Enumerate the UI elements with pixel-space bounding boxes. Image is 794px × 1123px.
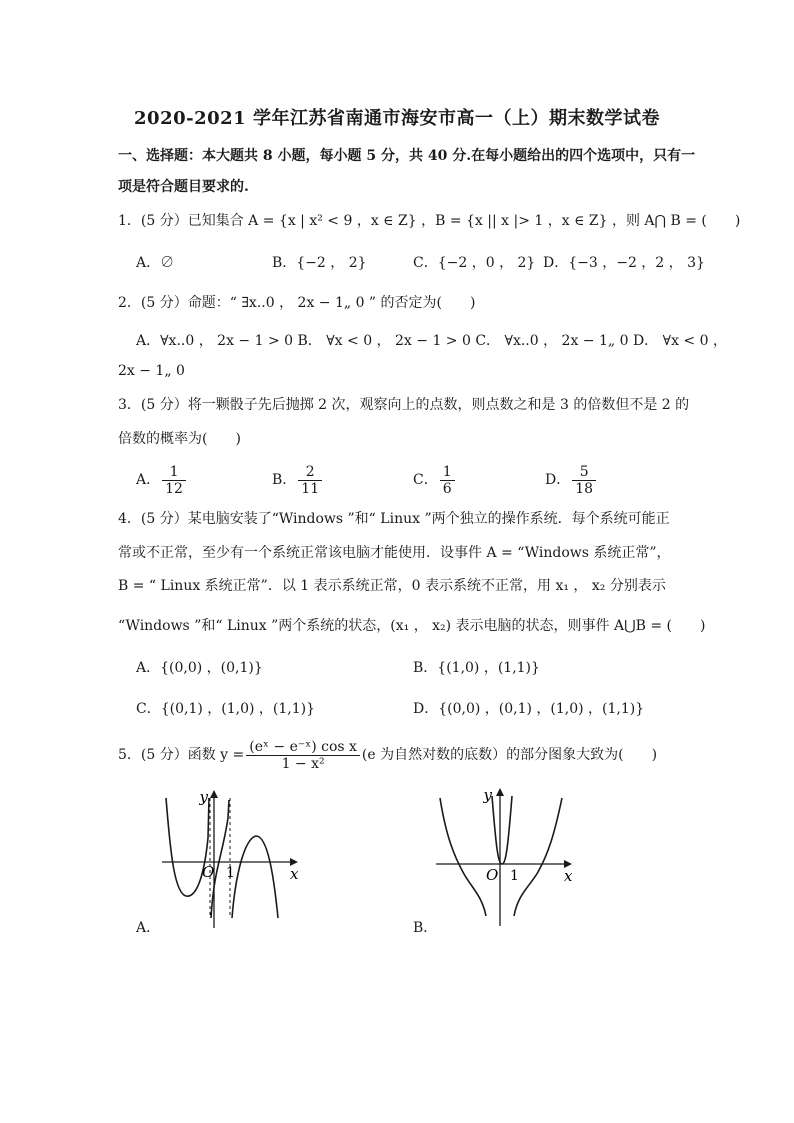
q4-option-b: B．{(1,0) ，(1,1)}	[413, 660, 540, 676]
q4-stem-line2: 常或不正常，至少有一个系统正常该电脑才能使用．设事件 A = “Windows 系统正常”，	[118, 545, 671, 561]
graph-b-origin: O	[486, 866, 499, 884]
graph-a-origin: O	[202, 863, 215, 881]
graph-b-x-label: x	[564, 867, 573, 885]
q1-option-d: D．{−3 ，−2 ，2 ， 3}	[543, 255, 705, 271]
q5-graph-a	[156, 778, 306, 930]
q3-stem-line2: 倍数的概率为( )	[118, 431, 241, 447]
section-instructions-line1: 一、选择题：本大题共 8 小题，每小题 5 分，共 40 分.在每小题给出的四个选项中，只有一	[118, 148, 696, 164]
q2-stem: 2．(5 分）命题：“ ∃x..0 ， 2x − 1„ 0 ” 的否定为( )	[118, 295, 476, 311]
q4-option-c: C．{(0,1) ，(1,0) ，(1,1)}	[136, 701, 315, 717]
q1-option-b: B．{−2 ， 2}	[272, 255, 367, 271]
section-instructions-line2: 项是符合题目要求的.	[118, 179, 249, 195]
q5-graph-b	[430, 776, 580, 928]
q4-option-d: D．{(0,0) ，(0,1) ，(1,0) ，(1,1)}	[413, 701, 645, 717]
q1-stem: 1．(5 分）已知集合 A = {x | x² < 9 ，x ∈ Z} ，B = {x || x |> 1 ，x ∈ Z} ，则 A⋂ B = ( )	[118, 213, 741, 229]
graph-a-curve-left	[166, 798, 209, 896]
q5-stem: 5．(5 分）函数 y = $\frac{\text{(eˣ − e⁻ˣ) cos x}}{\text{1 − x²}}$ (e 为自然对数的底数）的部分图象大致为( )	[118, 738, 658, 772]
q2-options-line: A．∀x..0 ， 2x − 1 > 0 B． ∀x < 0 ， 2x − 1 > 0 C． ∀x..0 ， 2x − 1„ 0 D． ∀x < 0 ，	[136, 333, 727, 349]
q3-option-a: A． $\frac{1}{12}$	[136, 463, 188, 497]
q3-option-d: D． $\frac{5}{18}$	[545, 463, 598, 497]
q4-stem-line1: 4．(5 分）某电脑安装了“Windows ”和“ Linux ”两个独立的操作系统．每个系统可能正	[118, 511, 670, 527]
q5-option-b-label: B．	[413, 920, 438, 936]
q3-option-a-fraction: $\frac{1}{12}$	[162, 464, 186, 497]
q5-option-a-label: A．	[136, 920, 161, 936]
graph-a-curve-right	[232, 836, 278, 918]
q3-option-b: B． $\frac{2}{11}$	[272, 463, 324, 497]
q5-function-fraction: $\frac{\text{(eˣ − e⁻ˣ) cos x}}{\text{1 − x²}}$	[246, 739, 360, 772]
q3-option-c: C． $\frac{1}{6}$	[413, 463, 457, 497]
q1-option-a: A．∅	[136, 255, 175, 271]
graph-b-y-arrow	[496, 788, 504, 796]
graph-b-y-label: y	[483, 786, 492, 804]
q2-options-cont: 2x − 1„ 0	[118, 363, 185, 379]
q3-option-d-fraction: $\frac{5}{18}$	[572, 464, 596, 497]
graph-b-curve-left	[440, 798, 486, 916]
q3-option-b-fraction: $\frac{2}{11}$	[298, 464, 322, 497]
q3-stem-line1: 3．(5 分）将一颗骰子先后抛掷 2 次，观察向上的点数，则点数之和是 3 的倍数但不是 2 的	[118, 397, 690, 413]
graph-a-y-label: y	[199, 788, 208, 806]
q3-option-c-fraction: $\frac{1}{6}$	[440, 464, 455, 497]
graph-a-x-label: x	[290, 865, 299, 883]
exam-title: 2020-2021 学年江苏省南通市海安市高一（上）期末数学试卷	[134, 108, 660, 129]
q4-stem-line4: “Windows ”和“ Linux ”两个系统的状态，(x₁ ， x₂) 表示电脑的状态，则事件 A⋃B = ( )	[118, 618, 706, 634]
graph-b-tick-one: 1	[510, 868, 519, 884]
graph-a-tick-one: 1	[226, 865, 235, 881]
q4-stem-line3: B = “ Linux 系统正常”．以 1 表示系统正常，0 表示系统不正常，用 x₁ ， x₂ 分别表示	[118, 578, 666, 594]
q4-option-a: A．{(0,0) ，(0,1)}	[136, 660, 263, 676]
graph-a-y-arrow	[210, 790, 218, 798]
q1-option-c: C．{−2 ，0 ， 2}	[413, 255, 536, 271]
graph-b-curve-middle	[492, 796, 512, 864]
graph-b-curve-right	[514, 798, 562, 916]
